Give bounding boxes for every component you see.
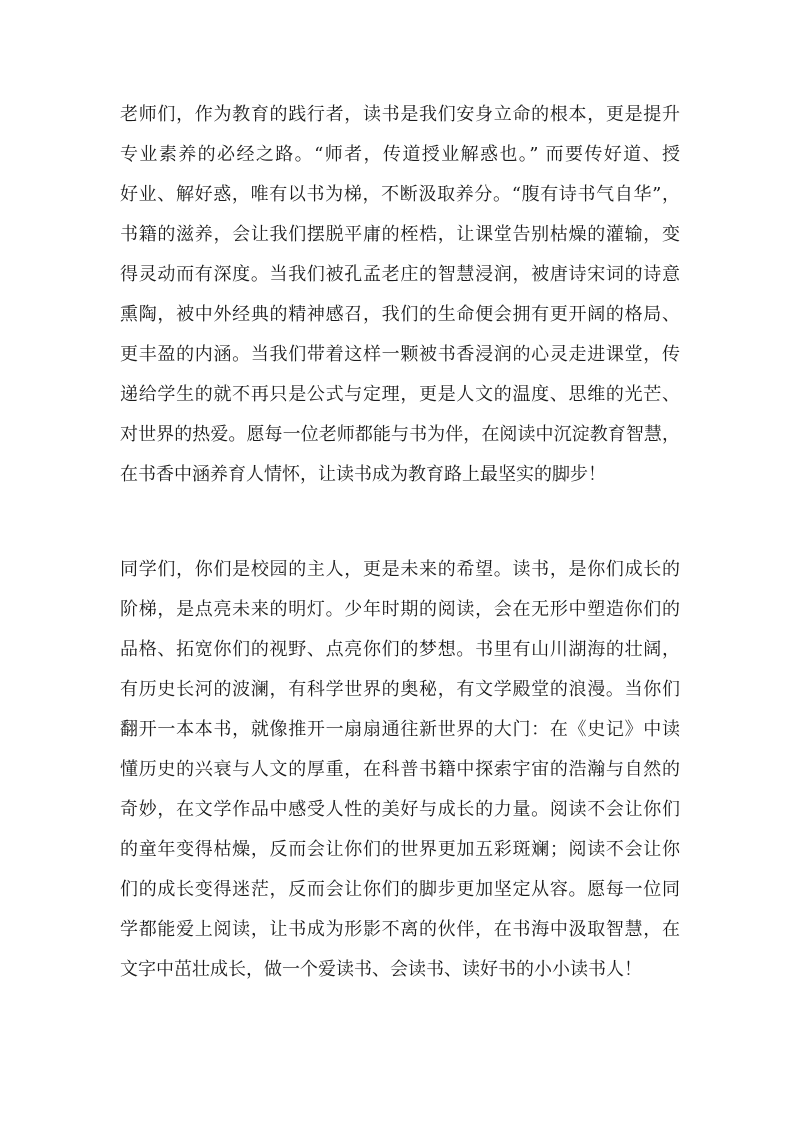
- text-line: 专业素养的必经之路。“师者，传道授业解惑也。” 而要传好道、授: [120, 144, 680, 165]
- text-line: 好业、解好惑，唯有以书为梯，不断汲取养分。“腹有诗书气自华”，: [120, 184, 680, 205]
- text-line: 们的成长变得迷茫，反而会让你们的脚步更加坚定从容。愿每一位同: [120, 879, 680, 900]
- text-line: 文字中茁壮成长，做一个爱读书、会读书、读好书的小小读书人！: [120, 959, 642, 980]
- paragraph-students: [120, 550, 680, 990]
- text-line: 得灵动而有深度。当我们被孔孟老庄的智慧浸润，被唐诗宋词的诗意: [120, 264, 680, 285]
- text-line: 书籍的滋养，会让我们摆脱平庸的桎梏，让课堂告别枯燥的灌输，变: [120, 224, 680, 245]
- text-line: 奇妙，在文学作品中感受人性的美好与成长的力量。阅读不会让你们: [120, 799, 680, 820]
- text-line: 老师们，作为教育的践行者，读书是我们安身立命的根本，更是提升: [120, 104, 680, 125]
- text-line: 更丰盈的内涵。当我们带着这样一颗被书香浸润的心灵走进课堂，传: [120, 344, 680, 365]
- paragraph-teachers: [120, 95, 680, 495]
- text-line: 在书香中涵养育人情怀，让读书成为教育路上最坚实的脚步！: [120, 464, 606, 485]
- text-line: 递给学生的就不再只是公式与定理，更是人文的温度、思维的光芒、: [120, 384, 680, 405]
- text-line: 学都能爱上阅读，让书成为形影不离的伙伴，在书海中汲取智慧，在: [120, 919, 680, 940]
- text-line: 品格、拓宽你们的视野、点亮你们的梦想。书里有山川湖海的壮阔，: [120, 639, 680, 660]
- text-line: 有历史长河的波澜，有科学世界的奥秘，有文学殿堂的浪漫。当你们: [120, 679, 680, 700]
- text-line: 阶梯，是点亮未来的明灯。少年时期的阅读，会在无形中塑造你们的: [120, 599, 680, 620]
- text-line: 熏陶，被中外经典的精神感召，我们的生命便会拥有更开阔的格局、: [120, 304, 680, 325]
- text-line: 翻开一本本书，就像推开一扇扇通往新世界的大门：在《史记》中读: [120, 719, 680, 740]
- text-line: 对世界的热爱。愿每一位老师都能与书为伴，在阅读中沉淀教育智慧，: [120, 424, 680, 445]
- text-line: 同学们，你们是校园的主人，更是未来的希望。读书，是你们成长的: [120, 559, 680, 580]
- text-line: 的童年变得枯燥，反而会让你们的世界更加五彩斑斓；阅读不会让你: [120, 839, 680, 860]
- text-line: 懂历史的兴衰与人文的厚重，在科普书籍中探索宇宙的浩瀚与自然的: [120, 759, 680, 780]
